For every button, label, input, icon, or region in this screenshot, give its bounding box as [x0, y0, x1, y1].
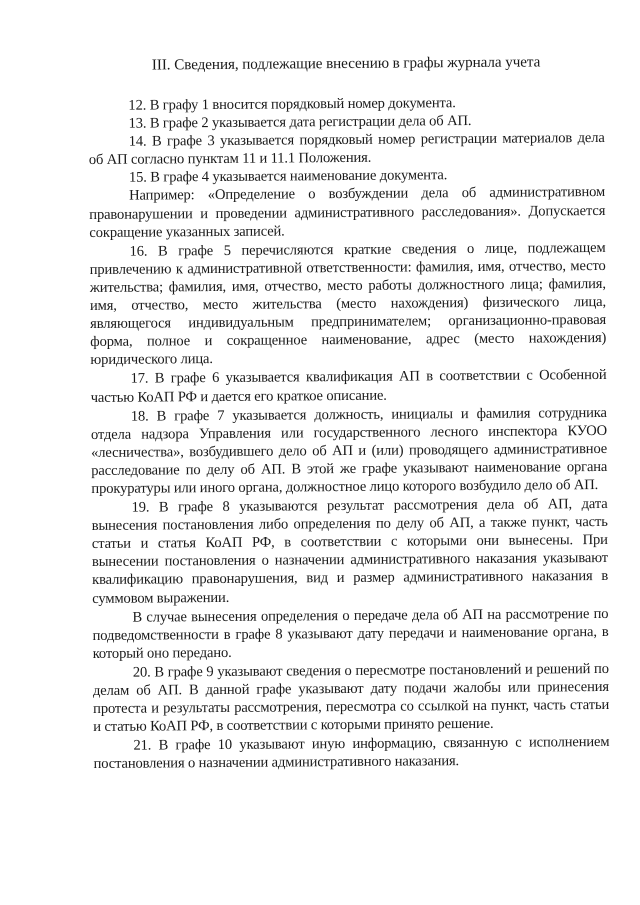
paragraph-16: 16. В графе 5 перечисляются краткие сведения о лице, подлежащем привлечению к административной ответственности: фамилия, имя, отчество, место жительства; фамилия, имя, отчество, место работы должностного лица; фамилия, имя, отчество, место жительства (место нахождения) физического лица, являющегося индивидуальным предпринимателем; организационно-правовая форма, полное и сокращенное наименование, адрес (место нахождения) юридического лица. — [89, 239, 607, 369]
paragraph-13: 13. В графе 2 указывается дата регистрации дела об АП. — [128, 113, 472, 132]
paragraph-21: 21. В графе 10 указывают иную информацию, связанную с исполнением постановления о назначении административного наказания. — [93, 734, 610, 773]
paragraph-12: 12. В графу 1 вносится порядковый номер документа. — [128, 95, 456, 114]
paragraph-transfer: В случае вынесения определения о передаче дела об АП на рассмотрение по подведомственности в графе 8 указывают дату передачи и наименование органа, в который оно передано. — [92, 605, 609, 662]
paragraph-20: 20. В графе 9 указывают сведения о пересмотре постановлений и решений по делам об АП. В данной графе указывают дату подачи жалобы или принесения протеста и результаты рассмотрения, пересмотра со ссылкой на пункт, часть статьи и статью КоАП РФ, в соответствии с которыми принято решение. — [92, 660, 610, 736]
paragraph-18: 18. В графе 7 указывается должность, инициалы и фамилия сотрудника отдела надзора Управления или государственного лесного инспектора КУОО «лесничества», возбудившего дело об АП и (или) проводящего административное расследование по делу об АП. В этой же графе указывают наименование органа прокуратуры или иного органа, должностное лицо которого возбудило дело об АП. — [90, 404, 608, 497]
paragraph-14: 14. В графе 3 указывается порядковый номер регистрации материалов дела об АП согласно пунктам 11 и 11.1 Положения. — [88, 130, 605, 169]
paragraph-example: Например: «Определение о возбуждении дела об административном правонарушении и проведении административного расследования». Допускается сокращение указанных записей. — [89, 184, 606, 241]
paragraph-17: 17. В графе 6 указывается квалификация АП в соответствии с Особенной частью КоАП РФ и дается его краткое описание. — [90, 367, 607, 406]
section-heading: III. Сведения, подлежащие внесению в графы журнала учета — [151, 53, 541, 74]
paragraph-19: 19. В графе 8 указываются результат рассмотрения дела об АП, дата вынесения постановления либо определения по делу об АП, а также пункт, часть статьи и статья КоАП РФ, в соответствии с которыми они вынесены. При вынесении постановления о назначении административного наказания указывают квалификацию правонарушения, вид и размер административного наказания в суммовом выражении. — [91, 495, 609, 607]
document-page — [88, 52, 610, 773]
paragraph-15: 15. В графе 4 указывается наименование документа. — [128, 167, 448, 187]
